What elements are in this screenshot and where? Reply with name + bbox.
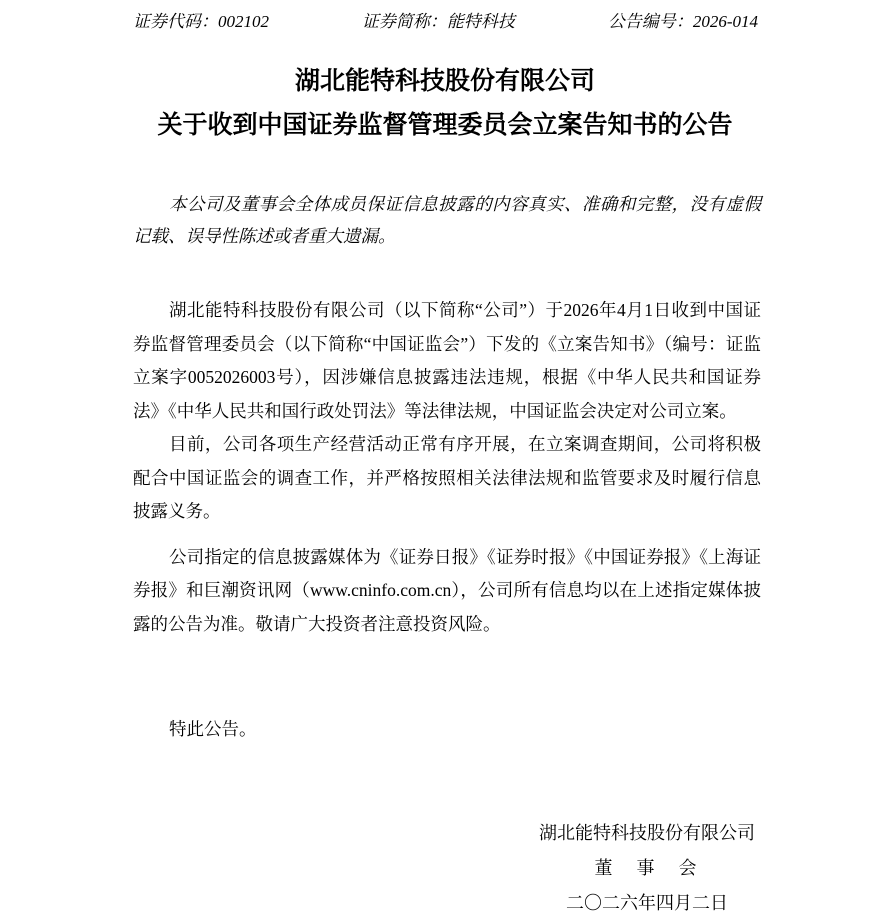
closing-statement: 特此公告。 xyxy=(169,719,257,739)
colon-separator: ： xyxy=(201,12,218,31)
paragraph-disclosure-media: 公司指定的信息披露媒体为《证券日报》《证券时报》《中国证券报》《上海证券报》和巨潮资讯网（www.cninfo.com.cn），公司所有信息均以在上述指定媒体披露的公告为准。敬请广大投资者注意投资风险。 xyxy=(133,546,761,634)
announcement-number-label: 公告编号 xyxy=(607,12,676,31)
body-text xyxy=(133,294,761,641)
stock-code xyxy=(133,11,269,33)
signature-board: 董 事 会 xyxy=(594,858,700,878)
stock-code-value: 002102 xyxy=(218,12,269,31)
stock-abbr xyxy=(362,11,515,33)
stock-code-label: 证券代码 xyxy=(133,12,201,31)
paragraph-case-filing-notice: 湖北能特科技股份有限公司（以下简称“公司”）于2026年4月1日收到中国证券监督管理委员会（以下简称“中国证监会”）下发的《立案告知书》（编号：证监立案字0052026003号），因涉嫌信息披露违法违规，根据《中华人民共和国证券法》《中华人民共和国行政处罚法》等法律法规，中国证监会决定对公司立案。 xyxy=(133,300,761,421)
announcement-number-value: 2026-014 xyxy=(692,12,758,31)
signature-company: 湖北能特科技股份有限公司 xyxy=(539,823,755,843)
stock-abbr-label: 证券简称 xyxy=(361,12,430,31)
signature-date: 二〇二六年四月二日 xyxy=(566,893,728,913)
stock-abbr-value: 能特科技 xyxy=(446,12,515,31)
announcement-title: 关于收到中国证券监督管理委员会立案告知书的公告 xyxy=(157,111,733,139)
colon-separator: ： xyxy=(675,12,693,31)
paragraph-operations-status: 目前，公司各项生产经营活动正常有序开展，在立案调查期间，公司将积极配合中国证监会的调查工作，并严格按照相关法律法规和监管要求及时履行信息披露义务。 xyxy=(133,434,761,521)
company-title: 湖北能特科技股份有限公司 xyxy=(294,67,595,95)
disclaimer-paragraph: 本公司及董事会全体成员保证信息披露的内容真实、准确和完整，没有虚假记载、误导性陈述或者重大遗漏。 xyxy=(133,194,761,246)
document-header xyxy=(133,11,758,33)
announcement-number xyxy=(608,11,758,33)
colon-separator: ： xyxy=(429,12,447,31)
signature-block xyxy=(539,816,755,920)
